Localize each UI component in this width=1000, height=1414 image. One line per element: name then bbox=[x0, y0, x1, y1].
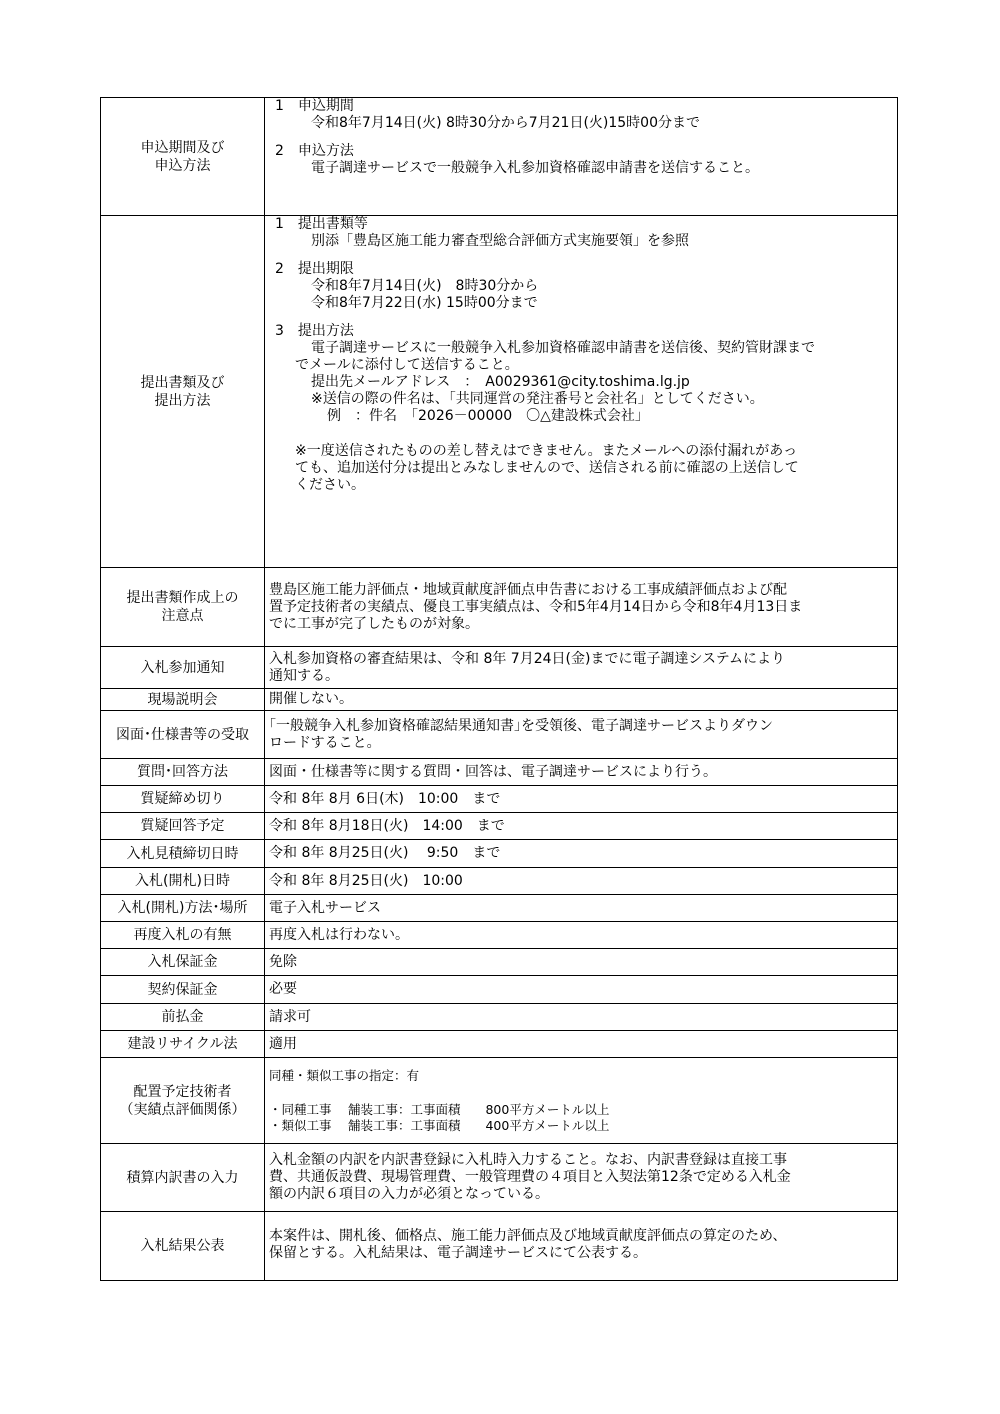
table-row bbox=[101, 895, 898, 922]
row-value: 適用 bbox=[265, 1031, 898, 1058]
row-value: 豊島区施工能力評価点・地域貢献度評価点申告書における工事成績評価点および配 置予定技術者の実績点、優良工事実績点は、令和5年4月14日から令和8年4月13日ま でに工事が完了したものが対象。 bbox=[265, 568, 898, 647]
table-row bbox=[101, 813, 898, 840]
row-label: 入札保証金 bbox=[101, 949, 265, 976]
row-label: 契約保証金 bbox=[101, 976, 265, 1004]
row-label: 申込期間及び 申込方法 bbox=[101, 98, 265, 216]
row-value: 必要 bbox=[265, 976, 898, 1004]
row-label: 現場説明会 bbox=[101, 689, 265, 711]
row-label: 質疑回答予定 bbox=[101, 813, 265, 840]
row-label: 建設リサイクル法 bbox=[101, 1031, 265, 1058]
table-row bbox=[101, 1212, 898, 1281]
row-value: 電子入札サービス bbox=[265, 895, 898, 922]
row-label: 入札見積締切日時 bbox=[101, 840, 265, 868]
table-row bbox=[101, 216, 898, 568]
row-value: 入札参加資格の審査結果は、令和 8年 7月24日(金)までに電子調達システムにより 通知する。 bbox=[265, 647, 898, 689]
table-row bbox=[101, 1144, 898, 1212]
row-value: 開催しない。 bbox=[265, 689, 898, 711]
row-value: 令和 8年 8月 6日(木) 10:00 まで bbox=[265, 786, 898, 813]
table-row bbox=[101, 949, 898, 976]
row-label: 配置予定技術者 （実績点評価関係） bbox=[101, 1058, 265, 1144]
row-label: 質疑締め切り bbox=[101, 786, 265, 813]
table-row bbox=[101, 689, 898, 711]
table-row bbox=[101, 711, 898, 759]
table-row bbox=[101, 647, 898, 689]
row-value: 1 提出書類等 別添「豊島区施工能力審査型総合評価方式実施要領」を参照 2 提出期限 令和8年7月14日(火) 8時30分から 令和8年7月22日(水) 15時00分まで 3 提出方法 電子調達サービスに一般競争入札参加資格確認申請書を送信後、契約管財課まで でメールに添付して送信すること。 提出先メールアドレス ： A0029361@city.toshima.lg.jp ※送信の際の件名は、「共同運営の発注番号と会社名」としてください。 例 ：件名 「2026－00000 〇△建設株式会社」 ※一度送信されたものの差し替えはできません。またメールへの添付漏れがあっ ても、追加送付分は提出とみなしませんので、送信される前に確認の上送信して ください。 bbox=[265, 216, 898, 568]
table-row bbox=[101, 98, 898, 216]
row-label: 図面･仕様書等の受取 bbox=[101, 711, 265, 759]
row-value: 令和 8年 8月25日(火) 10:00 bbox=[265, 868, 898, 895]
row-label: 提出書類作成上の 注意点 bbox=[101, 568, 265, 647]
row-label: 入札(開札)日時 bbox=[101, 868, 265, 895]
row-value: 図面・仕様書等に関する質問・回答は、電子調達サービスにより行う。 bbox=[265, 759, 898, 786]
table-row bbox=[101, 568, 898, 647]
table-row bbox=[101, 1031, 898, 1058]
row-value: 請求可 bbox=[265, 1004, 898, 1031]
table-row bbox=[101, 759, 898, 786]
row-label: 提出書類及び 提出方法 bbox=[101, 216, 265, 568]
row-value: 入札金額の内訳を内訳書登録に入札時入力すること。なお、内訳書登録は直接工事 費、共通仮設費、現場管理費、一般管理費の４項目と入契法第12条で定める入札金 額の内訳６項目の入力が必須となっている。 bbox=[265, 1144, 898, 1212]
row-label: 積算内訳書の入力 bbox=[101, 1144, 265, 1212]
table-row bbox=[101, 1058, 898, 1144]
row-value: 令和 8年 8月25日(火) 9:50 まで bbox=[265, 840, 898, 868]
table-row bbox=[101, 1004, 898, 1031]
row-label: 前払金 bbox=[101, 1004, 265, 1031]
table-row bbox=[101, 868, 898, 895]
row-value: 令和 8年 8月18日(火) 14:00 まで bbox=[265, 813, 898, 840]
row-label: 再度入札の有無 bbox=[101, 922, 265, 949]
document-table bbox=[100, 97, 898, 1281]
row-label: 入札結果公表 bbox=[101, 1212, 265, 1281]
row-label: 入札参加通知 bbox=[101, 647, 265, 689]
table-row bbox=[101, 976, 898, 1004]
row-value: 本案件は、開札後、価格点、施工能力評価点及び地域貢献度評価点の算定のため、 保留とする。入札結果は、電子調達サービスにて公表する。 bbox=[265, 1212, 898, 1281]
row-value: 免除 bbox=[265, 949, 898, 976]
row-label: 質問･回答方法 bbox=[101, 759, 265, 786]
row-value: 1 申込期間 令和8年7月14日(火) 8時30分から7月21日(火)15時00分まで 2 申込方法 電子調達サービスで一般競争入札参加資格確認申請書を送信すること。 bbox=[265, 98, 898, 216]
row-value: ｢一般競争入札参加資格確認結果通知書｣を受領後、電子調達サービスよりダウン ロードすること。 bbox=[265, 711, 898, 759]
table-row bbox=[101, 786, 898, 813]
row-value: 再度入札は行わない。 bbox=[265, 922, 898, 949]
table-row bbox=[101, 840, 898, 868]
row-label: 入札(開札)方法･場所 bbox=[101, 895, 265, 922]
table-row bbox=[101, 922, 898, 949]
row-value: 同種・類似工事の指定：有 ・同種工事 舗装工事：工事面積 800平方メートル以上 ・類似工事 舗装工事：工事面積 400平方メートル以上 bbox=[265, 1058, 898, 1144]
